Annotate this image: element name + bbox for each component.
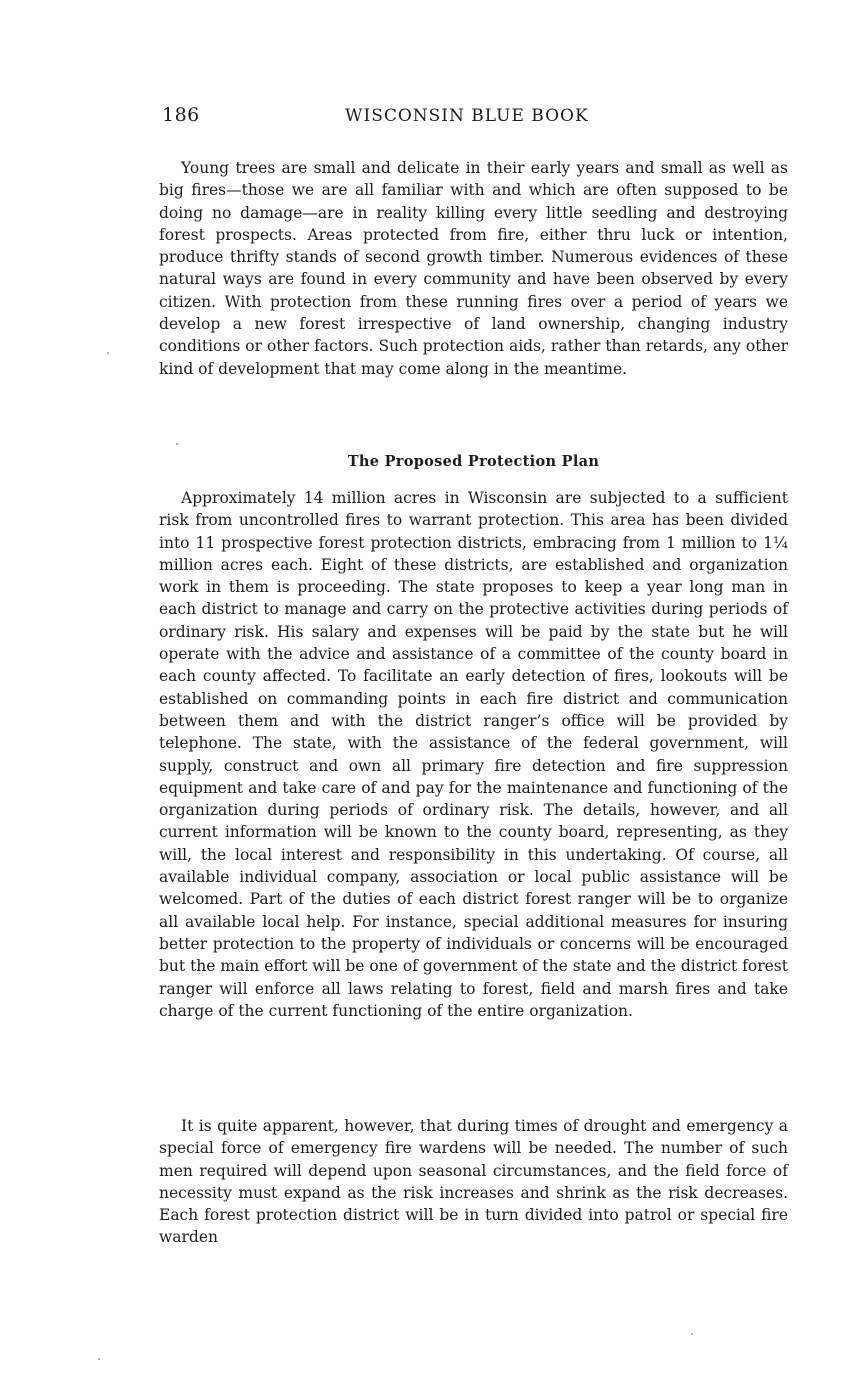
paragraph-emergency-wardens: It is quite apparent, however, that during times of drought and emergency a special force of emergency fire wardens will be needed. The number of such men required will depend upon seasonal circumstances, and the field force of necessity must expand as the risk increases and shrink as the risk decreases. Each forest protection district will be in turn divided into patrol or special fire warden — [159, 1117, 788, 1247]
paragraph-young-trees: Young trees are small and delicate in their early years and small as well as big fires—those we are all familiar with and which are often supposed to be doing no damage—are in reality killing every little seedling and destroying forest prospects. Areas protected from fire, either thru luck or intention, produce thrifty stands of second growth timber. Numerous evidences of these natural ways are found in every community and have been observed by every citizen. With protection from these running fires over a period of years we develop a new forest irrespective of land ownership, changing industry conditions or other factors. Such protection aids, rather than retards, any other kind of development that may come along in the meantime. — [159, 159, 788, 378]
section-heading: The Proposed Protection Plan — [347, 453, 600, 470]
paragraph-protection-plan: Approximately 14 million acres in Wisconsin are subjected to a sufficient risk from uncontrolled fires to warrant protection. This area has been divided into 11 prospective forest protection districts, embracing from 1 million to 1¼ million acres each. Eight of these districts, are established and organization work in them is proceeding. The state proposes to keep a year long man in each district to manage and carry on the protective activities during periods of ordinary risk. His salary and expenses will be paid by the state but he will operate with the advice and assistance of a committee of the county board in each county affected. To facilitate an early detection of fires, lookouts will be established on commanding points in each fire district and communication between them and with the district ranger’s office will be provided by telephone. The state, with the assistance of the federal government, will supply, construct and own all primary fire detection and fire suppression equipment and take care of and pay for the maintenance and functioning of the organization during periods of ordinary risk. The details, however, and all current information will be known to the county board, representing, as they will, the local interest and responsibility in this undertaking. Of course, all available individual company, association or local public assistance will be welcomed. Part of the duties of each district forest ranger will be to organize all available local help. For instance, special additional measures for insuring better protection to the property of individuals or concerns will be encouraged but the main effort will be one of government of the state and the district forest ranger will enforce all laws relating to forest, field and marsh fires and take charge of the current functioning of the entire organization. — [159, 489, 788, 1020]
page-header — [160, 104, 788, 132]
paper-speck — [691, 1333, 693, 1335]
paper-speck — [107, 352, 109, 354]
running-head: WISCONSIN BLUE BOOK — [345, 106, 589, 126]
paper-speck — [176, 443, 178, 445]
page-number: 186 — [162, 104, 200, 126]
paper-speck — [98, 1358, 100, 1360]
